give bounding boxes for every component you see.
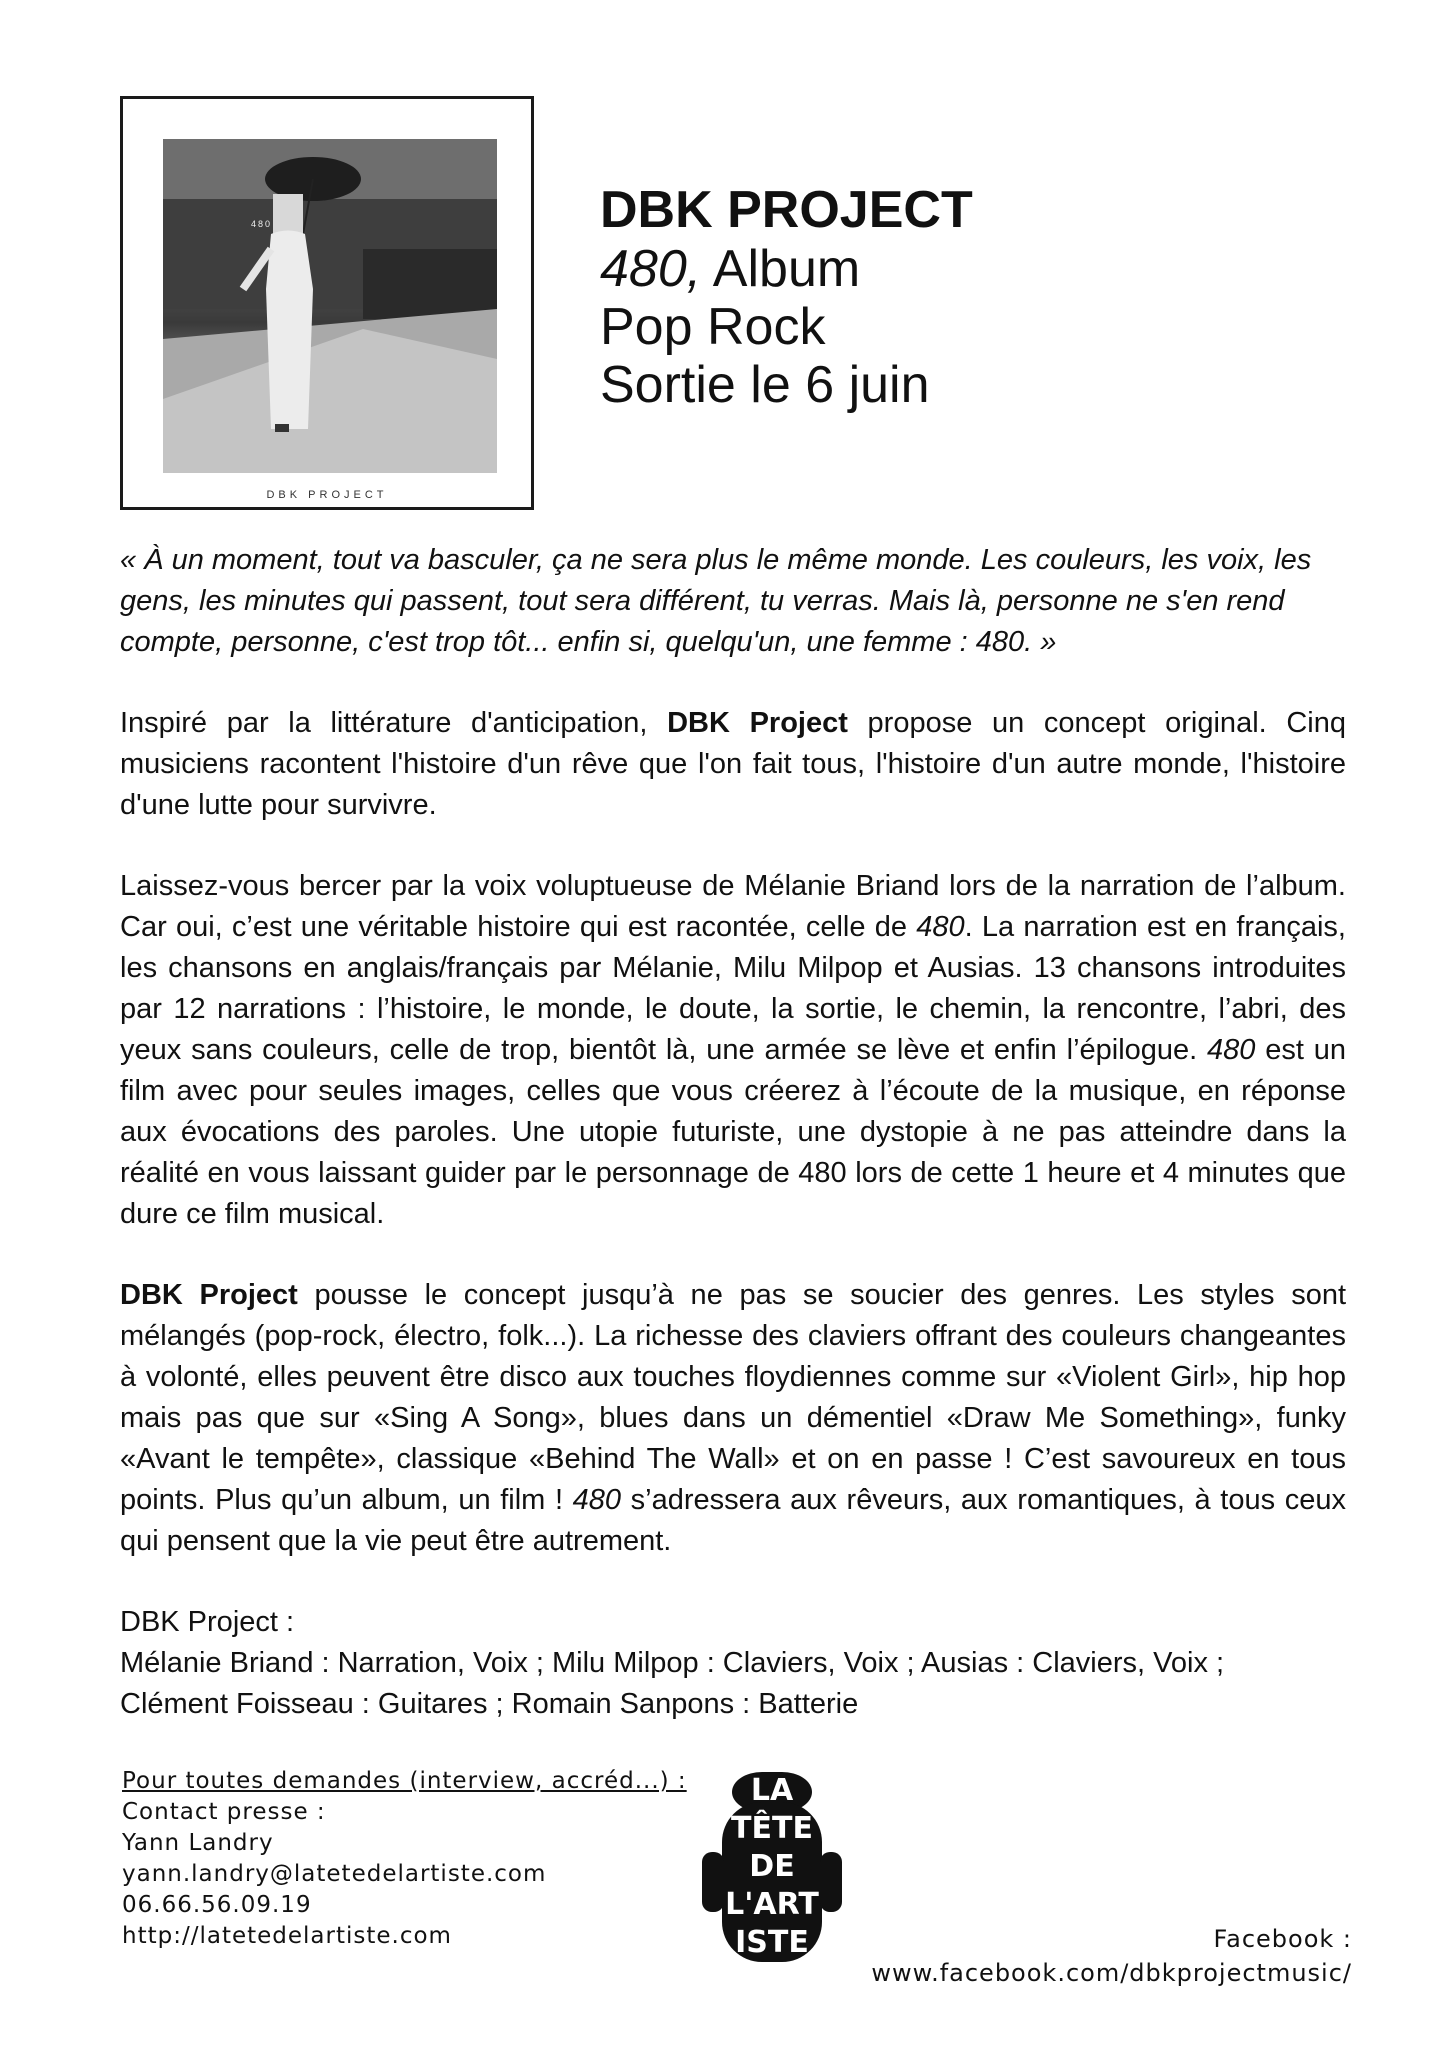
cover-number: 480: [251, 219, 273, 229]
album-title-italic: 480: [572, 1484, 622, 1516]
label-logo: [702, 1772, 842, 1984]
contact-website-link[interactable]: http://latetedelartiste.com: [122, 1923, 452, 1949]
album-word: Album: [712, 240, 861, 298]
release-date: Sortie le 6 juin: [600, 356, 930, 414]
social-block: [871, 1922, 1352, 1990]
album-line: [600, 240, 973, 298]
paragraph-genres: [120, 1275, 1346, 1562]
album-title-italic: 480: [1207, 1034, 1256, 1066]
facebook-link[interactable]: www.facebook.com/dbkprojectmusic/: [871, 1959, 1352, 1987]
contact-label: Contact presse :: [122, 1799, 326, 1825]
paragraph-text: propose un concept original. Cinq musiciens racontent l'histoire d'un rêve que l'on fait tous, l'histoire d'un autre monde, l'histoire d'une lutte pour survivre.: [120, 707, 1346, 821]
logo-text: LA: [750, 1773, 794, 1808]
logo-text: ISTE: [735, 1925, 809, 1960]
logo-text: DE: [749, 1849, 795, 1884]
logo-text: L'ART: [725, 1887, 819, 1922]
genre: Pop Rock: [600, 298, 826, 356]
paragraph-concept: [120, 703, 1346, 826]
album-title-italic: 480: [916, 911, 965, 943]
contact-requests: Pour toutes demandes (interview, accréd...) :: [122, 1768, 687, 1794]
cover-illustration: [163, 139, 497, 473]
band-name-bold: DBK Project: [120, 1279, 298, 1311]
paragraph-narration: [120, 866, 1346, 1235]
cover-caption: DBK PROJECT: [266, 489, 388, 501]
paragraph-text: Inspiré par la littérature d'anticipation,: [120, 707, 668, 739]
paragraph-text: s’adressera aux rêveurs, aux romantiques, à tous ceux qui pensent que la vie peut être autrement.: [120, 1484, 1347, 1557]
paragraph-text: pousse le concept jusqu’à ne pas se soucier des genres. Les styles sont mélangés (pop-rock, électro, folk...). La richesse des claviers offrant des couleurs changeantes à volonté, elles peuvent être disco aux touches floydiennes comme sur «Violent Girl», hip hop mais pas que sur «Sing A Song», blues dans un démentiel «Draw Me Something», funky «Avant le tempête», classique «Behind The Wall» et on en passe ! C’est savoureux en tous points. Plus qu’un album, un film !: [120, 1279, 1347, 1516]
paragraph-text: Laissez-vous bercer par la voix voluptueuse de Mélanie Briand lors de la narration de l’album. Car oui, c’est une véritable histoire qui est racontée, celle de: [120, 870, 1346, 943]
album-title: 480,: [600, 240, 702, 298]
cover-photo: [163, 139, 497, 473]
artist-name: DBK PROJECT: [600, 181, 973, 239]
credits-line: Mélanie Briand : Narration, Voix ; Milu Milpop : Claviers, Voix ; Ausias : Claviers, Voix ;: [120, 1647, 1225, 1679]
band-credits: [120, 1602, 1346, 1725]
logo-text: TÊTE: [731, 1811, 813, 1846]
credits-line: Clément Foisseau : Guitares ; Romain Sanpons : Batterie: [120, 1688, 859, 1720]
contact-name: Yann Landry: [122, 1830, 274, 1856]
paragraph-text: . La narration est en français, les chansons en anglais/français par Mélanie, Milu Milpop et Ausias. 13 chansons introduites par 12 narrations : l’histoire, le monde, le doute, la sortie, le chemin, la rencontre, l’abri, des yeux sans couleurs, celle de trop, bientôt là, une armée se lève et enfin l’épilogue.: [120, 911, 1346, 1066]
album-cover: [120, 96, 534, 510]
credits-heading: DBK Project :: [120, 1606, 295, 1638]
press-contact: [122, 1766, 687, 1952]
contact-phone: 06.66.56.09.19: [122, 1892, 312, 1918]
title-block: [600, 180, 973, 414]
logo-head-icon: [702, 1772, 842, 1984]
band-name-bold: DBK Project: [667, 707, 848, 739]
facebook-label: Facebook :: [1213, 1925, 1352, 1953]
press-release-body: [120, 540, 1346, 1725]
contact-email-link[interactable]: yann.landry@latetedelartiste.com: [122, 1861, 547, 1887]
intro-quote: « À un moment, tout va basculer, ça ne sera plus le même monde. Les couleurs, les voix, les gens, les minutes qui passent, tout sera différent, tu verras. Mais là, personne ne s'en rend compte, personne, c'est trop tôt... enfin si, quelqu'un, une femme : 480. »: [120, 544, 1312, 658]
paragraph-text: est un film avec pour seules images, celles que vous créerez à l’écoute de la musique, en réponse aux évocations des paroles. Une utopie futuriste, une dystopie à ne pas atteindre dans la réalité en vous laissant guider par le personnage de 480 lors de cette 1 heure et 4 minutes que dure ce film musical.: [120, 1034, 1346, 1230]
